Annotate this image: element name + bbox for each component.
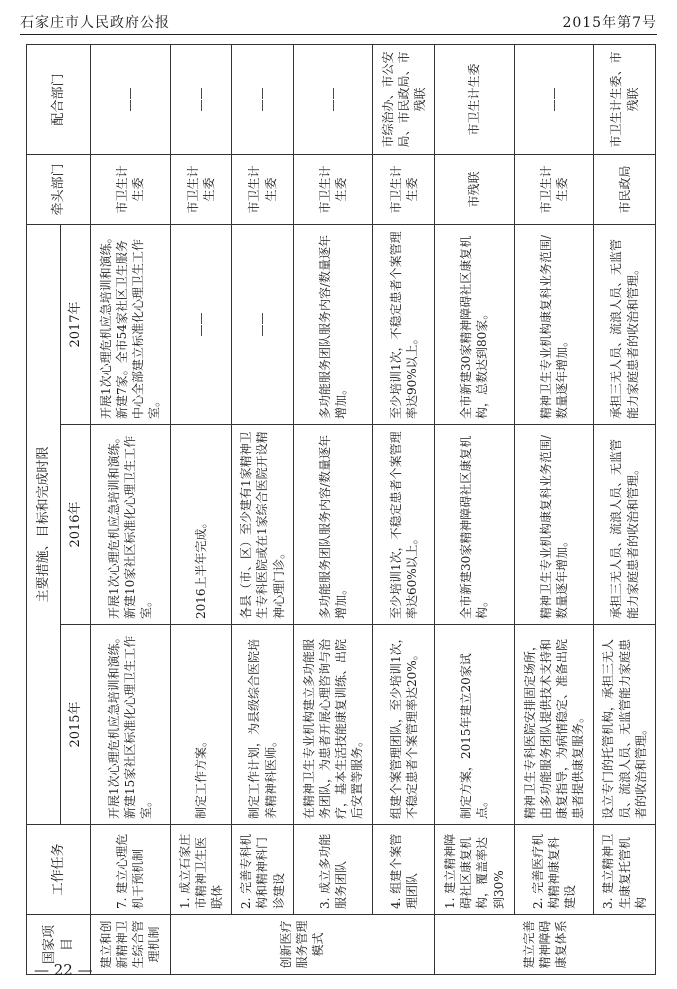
measure-2017-cell: 开展1次心理危机应急培训和演练。新建7家。全市54家社区卫生服务中心全部建立标准化心理卫生工作室。 (91, 225, 171, 425)
support-cell: 市综治办、市公安局、市民政局、市残联 (373, 45, 435, 155)
measure-2016-cell: 2016上半年完成。 (170, 425, 232, 625)
task-cell: 7. 建立心理危机干预机制 (91, 825, 171, 915)
measure-2015-cell: 制定方案，2015年建立20家试点。 (435, 625, 515, 825)
support-cell: 市卫生计生委 (435, 45, 515, 155)
measure-2015-cell: 制定工作方案。 (170, 625, 232, 825)
support-cell: 市卫生计生委、市残联 (594, 45, 656, 155)
measure-2015-cell: 制定工作计划，为县级综合医院培养精神科医师。 (232, 625, 294, 825)
lead-cell: 市卫生计生委 (293, 155, 373, 225)
publication-title: 石家庄市人民政府公报 (20, 15, 170, 31)
lead-cell: 市卫生计生委 (373, 155, 435, 225)
lead-cell: 市卫生计生委 (232, 155, 294, 225)
support-cell: —— (91, 45, 171, 155)
task-cell: 4. 组建个案管理团队 (373, 825, 435, 915)
header-measures: 主要措施、目标和完成时限 (27, 225, 61, 825)
measure-2017-cell: —— (232, 225, 294, 425)
measure-2015-cell: 组建个案管理团队，至少培训1次，不稳定患者个案管理率达20%。 (373, 625, 435, 825)
table-row (594, 45, 656, 975)
measure-2017-cell: 至少培训1次，不稳定患者个案管理率达90%以上。 (373, 225, 435, 425)
measure-2016-cell: 精神卫生专业机构康复科业务范围/数量逐年增加。 (514, 425, 594, 625)
header-2015: 2015年 (61, 625, 91, 825)
measure-2017-cell: 精神卫生专业机构康复科业务范围/数量逐年增加。 (514, 225, 594, 425)
table-row (170, 45, 232, 975)
measure-2017-cell: 多功能服务团队服务内容/数量逐年增加。 (293, 225, 373, 425)
project-cell: 创新医疗服务管理模式 (170, 915, 435, 975)
table-row (293, 45, 373, 975)
header-lead: 牵头部门 (27, 155, 91, 225)
measure-2016-cell: 多功能服务团队服务内容/数量逐年增加。 (293, 425, 373, 625)
header-2017: 2017年 (61, 225, 91, 425)
issue-number: 2015年第7号 (562, 15, 657, 31)
table-row (232, 45, 294, 975)
project-cell: 建立完善精神障碍康复体系 (435, 915, 656, 975)
measure-2016-cell: 各县（市、区）至少建有1家精神卫生专科医院或在1家综合医院开设精神心理门诊。 (232, 425, 294, 625)
support-cell: —— (232, 45, 294, 155)
lead-cell: 市卫生计生委 (514, 155, 594, 225)
task-cell: 2. 完善医疗机构精神康复科建设 (514, 825, 594, 915)
task-cell: 3. 成立多功能服务团队 (293, 825, 373, 915)
measure-2016-cell: 全市新建30家精神障碍社区康复机构。 (435, 425, 515, 625)
measure-2016-cell: 承担三无人员、流浪人员、无监管能力家庭患者的收治和管理。 (594, 425, 656, 625)
measure-2015-cell: 设立专门的托管机构，承担三无人员、流浪人员、无监管能力家庭患者的收治和管理。 (594, 625, 656, 825)
table-row (373, 45, 435, 975)
measure-2017-cell: 全市新建30家精神障碍社区康复机构，总数达到80家。 (435, 225, 515, 425)
header-2016: 2016年 (61, 425, 91, 625)
lead-cell: 市卫生计生委 (170, 155, 232, 225)
measure-2015-cell: 开展1次心理危机应急培训和演练。新建15家社区标准化心理卫生工作室。 (91, 625, 171, 825)
measure-2016-cell: 至少培训1次，不稳定患者个案管理率达60%以上。 (373, 425, 435, 625)
table-row (514, 45, 594, 975)
header-task: 工作任务 (27, 825, 91, 915)
table-row (91, 45, 171, 975)
header-project: 国家项目 (27, 915, 91, 975)
task-cell: 3. 建立精神卫生康复托管机构 (594, 825, 656, 915)
page-header (20, 12, 657, 35)
project-cell: 建立和创新精神卫生综合管理机制 (91, 915, 171, 975)
header-support: 配合部门 (27, 45, 91, 155)
measure-2017-cell: 承担三无人员、流浪人员、无监管能力家庭患者的收治和管理。 (594, 225, 656, 425)
measure-2016-cell: 开展1次心理危机应急培训和演练。新建10家社区标准化心理卫生工作室。 (91, 425, 171, 625)
support-cell: —— (293, 45, 373, 155)
measure-2017-cell: —— (170, 225, 232, 425)
lead-cell: 市残联 (435, 155, 515, 225)
support-cell: —— (514, 45, 594, 155)
support-cell: —— (170, 45, 232, 155)
lead-cell: 市民政局 (594, 155, 656, 225)
table-row (435, 45, 515, 975)
page-number: — 22 — (34, 961, 93, 979)
measures-table (26, 44, 656, 975)
task-cell: 2. 完善专科机构和精神科门诊建设 (232, 825, 294, 915)
measure-2015-cell: 在精神卫生专业机构建立多功能服务团队，为患者开展心理咨询与治疗，基本生活技能康复训练、出院后安置等服务。 (293, 625, 373, 825)
measure-2015-cell: 精神卫生专科医院安排固定场所，由多功能服务团队提供技术支持和康复指导，为病情稳定、准备出院患者提供康复服务。 (514, 625, 594, 825)
rotated-table-frame (26, 45, 656, 975)
task-cell: 1. 建立精神障碍社区康复机构，覆盖率达到30% (435, 825, 515, 915)
lead-cell: 市卫生计生委 (91, 155, 171, 225)
task-cell: 1. 成立石家庄市精神卫生医联体 (170, 825, 232, 915)
